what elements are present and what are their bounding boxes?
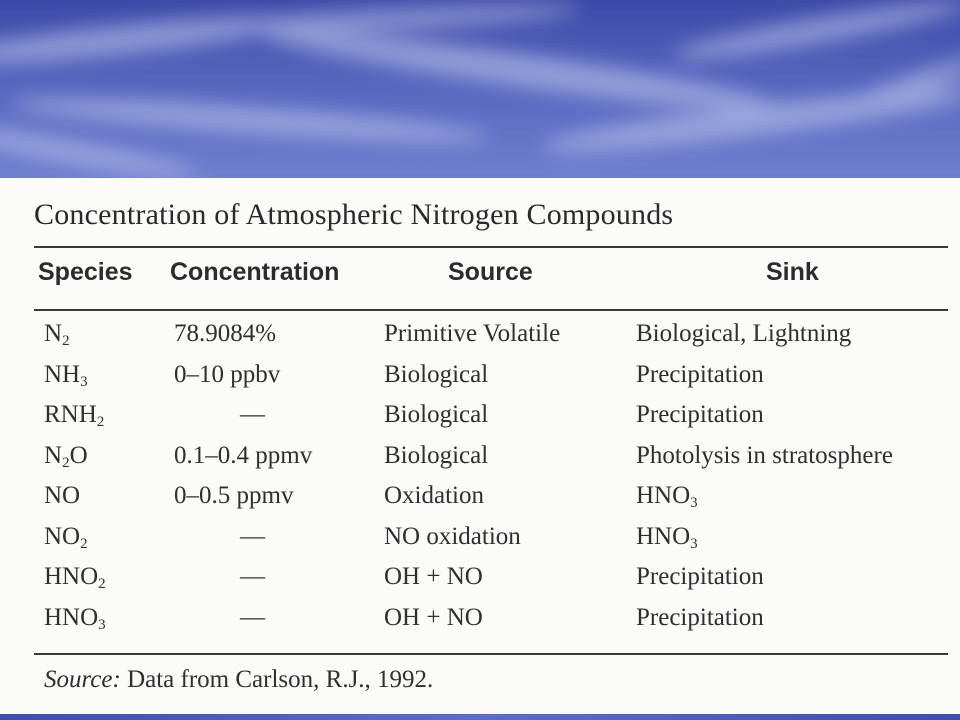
species-cell-text: HNO (44, 604, 99, 631)
sink-cell (636, 523, 698, 553)
species-cell (44, 523, 88, 553)
species-cell-text: NO (44, 482, 81, 509)
source-cell-text: Biological (384, 361, 489, 388)
species-cell-subscript: 3 (98, 617, 106, 633)
species-cell-text: NO (44, 523, 81, 550)
source-cell-text: Primitive Volatile (384, 320, 561, 347)
top-rule (34, 246, 948, 248)
concentration-cell (174, 482, 293, 510)
source-cell (384, 523, 521, 551)
concentration-cell-text: 0–0.5 ppmv (174, 482, 294, 509)
sink-cell (636, 604, 764, 632)
species-cell-subscript: 2 (98, 576, 106, 592)
species-cell-text: RNH (44, 401, 97, 428)
source-note (44, 666, 433, 694)
source-cell (384, 401, 488, 429)
sky-banner (0, 0, 960, 178)
sink-cell-text: Precipitation (636, 401, 764, 428)
species-cell (44, 442, 88, 472)
source-cell-text: OH + NO (384, 563, 483, 590)
header-source: Source (448, 258, 533, 286)
source-cell (384, 482, 484, 510)
species-cell (44, 401, 104, 431)
sink-cell-text: Precipitation (636, 361, 764, 388)
concentration-cell (174, 361, 280, 389)
species-cell-text: NH (44, 361, 81, 388)
source-cell-text: OH + NO (384, 604, 483, 631)
sink-cell-subscript: 3 (690, 536, 698, 552)
table-title: Concentration of Atmospheric Nitrogen Compounds (34, 198, 674, 231)
sink-cell-text: Biological, Lightning (636, 320, 852, 347)
source-cell-text: NO oxidation (384, 523, 521, 550)
header-concentration: Concentration (170, 258, 340, 286)
sink-cell (636, 361, 764, 389)
species-cell (44, 482, 80, 510)
concentration-cell-text: — (240, 523, 265, 550)
concentration-cell (240, 563, 265, 591)
source-cell (384, 604, 483, 632)
concentration-cell (174, 442, 312, 470)
species-cell-subscript: 2 (96, 414, 105, 430)
species-cell-subscript: 2 (62, 455, 70, 471)
sink-cell-text: HNO (636, 482, 691, 509)
cloud-streaks (0, 0, 960, 178)
concentration-cell (240, 401, 265, 429)
species-cell-subscript: 3 (80, 374, 88, 390)
sink-cell-text: Photolysis in stratosphere (636, 442, 893, 469)
sink-cell (636, 401, 764, 429)
species-cell-subscript: 2 (80, 536, 88, 552)
species-cell-subscript: 2 (62, 333, 70, 349)
concentration-cell-text: — (240, 604, 265, 631)
header-sink: Sink (766, 258, 819, 286)
bottom-rule (34, 653, 948, 655)
source-cell (384, 442, 488, 470)
header-rule (34, 309, 948, 311)
concentration-cell-text: — (240, 401, 265, 428)
source-cell-text: Oxidation (384, 482, 484, 509)
source-cell (384, 563, 483, 591)
concentration-cell (174, 320, 276, 348)
species-cell (44, 563, 106, 593)
sink-cell (636, 563, 764, 591)
sink-cell (636, 320, 851, 348)
table-document (0, 178, 960, 714)
species-cell (44, 361, 88, 391)
bottom-band (0, 714, 960, 720)
sink-cell (636, 482, 698, 512)
source-cell-text: Biological (384, 401, 489, 428)
sink-cell-text: Precipitation (636, 604, 764, 631)
source-cell-text: Biological (384, 442, 489, 469)
source-note-text: Data from Carlson, R.J., 1992. (120, 666, 434, 693)
concentration-cell-text: — (240, 563, 265, 590)
species-cell (44, 320, 70, 350)
sink-cell (636, 442, 893, 470)
source-note-label: Source: (44, 666, 121, 693)
concentration-cell-text: 0–10 ppbv (174, 361, 281, 388)
header-species: Species (38, 258, 133, 286)
source-cell (384, 320, 560, 348)
species-cell-text: HNO (44, 563, 99, 590)
species-cell-text: N (44, 442, 63, 469)
sink-cell-text: HNO (636, 523, 691, 550)
concentration-cell (240, 523, 265, 551)
species-cell-tail: O (69, 442, 88, 469)
source-cell (384, 361, 488, 389)
concentration-cell (240, 604, 265, 632)
concentration-cell-text: 78.9084% (174, 320, 277, 347)
species-cell (44, 604, 106, 634)
sink-cell-subscript: 3 (690, 495, 698, 511)
species-cell-text: N (44, 320, 63, 347)
sink-cell-text: Precipitation (636, 563, 764, 590)
concentration-cell-text: 0.1–0.4 ppmv (174, 442, 313, 469)
